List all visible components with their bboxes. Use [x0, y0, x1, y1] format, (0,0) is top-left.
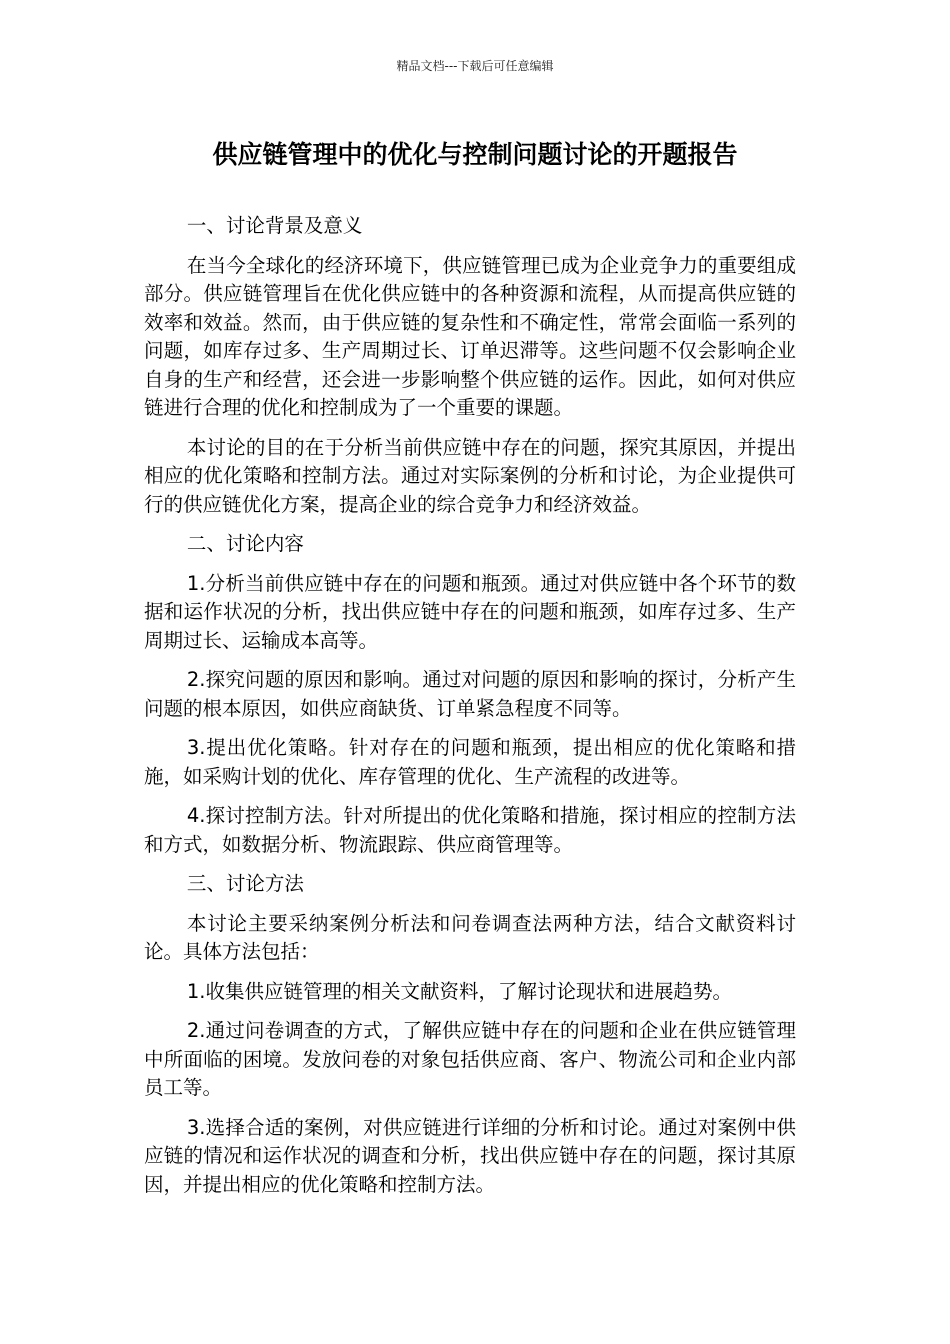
paragraph-method-item-1: 1.收集供应链管理的相关文献资料，了解讨论现状和进展趋势。 [186, 979, 732, 1003]
paragraph-purpose: 本讨论的目的在于分析当前供应链中存在的问题，探究其原因，并提出相应的优化策略和控制方法。通过对实际案例的分析和讨论，为企业提供可行的供应链优化方案，提高企业的综合竞争力和经济效益。 [144, 435, 796, 516]
paragraph-content-item-3: 3.提出优化策略。针对存在的问题和瓶颈，提出相应的优化策略和措施，如采购计划的优化、库存管理的优化、生产流程的改进等。 [144, 736, 796, 788]
document-body [144, 212, 796, 1210]
section-heading-method: 三、讨论方法 [186, 872, 304, 895]
document-title: 供应链管理中的优化与控制问题讨论的开题报告 [212, 140, 738, 169]
paragraph-method-item-2: 2.通过问卷调查的方式，了解供应链中存在的问题和企业在供应链管理中所面临的困境。发放问卷的对象包括供应商、客户、物流公司和企业内部员工等。 [144, 1019, 796, 1099]
paragraph-content-item-2: 2.探究问题的原因和影响。通过对问题的原因和影响的探讨，分析产生问题的根本原因，如供应商缺货、订单紧急程度不同等。 [144, 668, 796, 720]
header-note: 精品文档---下载后可任意编辑 [396, 59, 554, 73]
paragraph-method-intro: 本讨论主要采纳案例分析法和问卷调查法两种方法，结合文献资料讨论。具体方法包括： [144, 911, 796, 963]
paragraph-method-item-3: 3.选择合适的案例，对供应链进行详细的分析和讨论。通过对案例中供应链的情况和运作状况的调查和分析，找出供应链中存在的问题，探讨其原因，并提出相应的优化策略和控制方法。 [144, 1115, 796, 1196]
section-heading-background: 一、讨论背景及意义 [186, 214, 363, 237]
paragraph-background: 在当今全球化的经济环境下，供应链管理已成为企业竞争力的重要组成部分。供应链管理旨在优化供应链中的各种资源和流程，从而提高供应链的效率和效益。然而，由于供应链的复杂性和不确定性，常常会面临一系列的问题，如库存过多、生产周期过长、订单迟滞等。这些问题不仅会影响企业自身的生产和经营，还会进一步影响整个供应链的运作。因此，如何对供应链进行合理的优化和控制成为了一个重要的课题。 [144, 253, 796, 419]
paragraph-content-item-1: 1.分析当前供应链中存在的问题和瓶颈。通过对供应链中各个环节的数据和运作状况的分析，找出供应链中存在的问题和瓶颈，如库存过多、生产周期过长、运输成本高等。 [144, 571, 796, 652]
section-heading-content: 二、讨论内容 [186, 532, 304, 555]
paragraph-content-item-4: 4.探讨控制方法。针对所提出的优化策略和措施，探讨相应的控制方法和方式，如数据分析、物流跟踪、供应商管理等。 [144, 804, 796, 856]
